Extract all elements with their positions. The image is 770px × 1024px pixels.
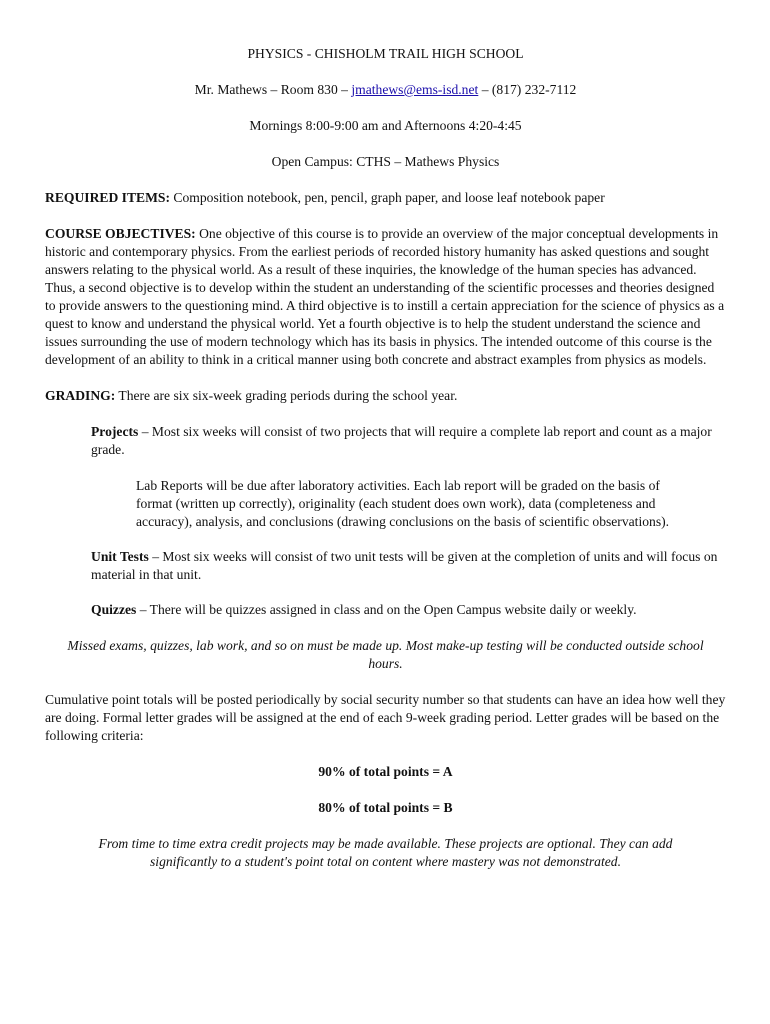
quizzes-paragraph [45,601,726,619]
grading-text: There are six six-week grading periods during the school year. [115,388,458,403]
contact-prefix: Mr. Mathews – Room 830 – [194,82,352,97]
projects-paragraph [45,423,726,459]
grading-label: GRADING: [45,388,116,403]
contact-line [45,81,726,99]
office-hours: Mornings 8:00-9:00 am and Afternoons 4:20-4:45 [249,118,522,133]
required-items-text: Composition notebook, pen, pencil, graph paper, and loose leaf notebook paper [170,190,605,205]
projects-text: – Most six weeks will consist of two projects that will require a complete lab report and count as a major grade. [91,424,712,457]
unit-tests-paragraph [45,548,726,584]
projects-label: Projects [91,424,139,439]
extra-credit-note: From time to time extra credit projects may be made available. These projects are optional. They can add significantly to a student's point total on content where mastery was not demonstrated. [98,836,673,869]
course-objectives-label: COURSE OBJECTIVES: [45,226,196,241]
contact-suffix: – (817) 232-7112 [478,82,577,97]
unit-tests-text: – Most six weeks will consist of two unit tests will be given at the completion of units and will focus on material in that unit. [91,549,718,582]
quizzes-label: Quizzes [91,602,137,617]
quizzes-text: – There will be quizzes assigned in class and on the Open Campus website daily or weekly. [136,602,637,617]
unit-tests-label: Unit Tests [91,549,149,564]
open-campus-line: Open Campus: CTHS – Mathews Physics [271,154,500,169]
criteria-a: 90% of total points = A [318,764,453,779]
email-link[interactable]: jmathews@ems-isd.net [351,82,479,97]
course-objectives-paragraph [45,225,726,369]
required-items-label: REQUIRED ITEMS: [45,190,171,205]
cumulative-points-paragraph: Cumulative point totals will be posted periodically by social security number so that students can have an idea how well they are doing. Formal letter grades will be assigned at the end of each 9-week grading period. Letter grades will be based on the following criteria: [45,692,726,743]
missed-work-note: Missed exams, quizzes, lab work, and so on must be made up. Most make-up testing will be conducted outside school hours. [67,638,704,671]
course-objectives-text: One objective of this course is to provide an overview of the major conceptual developments in historic and contemporary physics. From the earliest periods of recorded history humanity has asked questions and sought answers relating to the physical world. As a result of these inquiries, the knowledge of the human species has advanced. Thus, a second objective is to develop within the student an understanding of the scientific processes and theories designed to provide answers to the questioning mind. A third objective is to instill a certain appreciation for the science of physics as a quest to know and understand the physical world. Yet a fourth objective is to help the student understand the science and issues surrounding the use of modern technology which has its basis in physics. The intended outcome of this course is the development of an ability to think in a critical manner using both concrete and abstract examples from physics as models. [45,226,725,367]
required-items-paragraph [45,189,726,207]
document-title: PHYSICS - CHISHOLM TRAIL HIGH SCHOOL [247,46,524,61]
grading-paragraph [45,387,726,405]
criteria-b: 80% of total points = B [318,800,453,815]
lab-reports-paragraph: Lab Reports will be due after laboratory activities. Each lab report will be graded on the basis of format (written up correctly), originality (each student does own work), data (completeness and accuracy), analysis, and conclusions (drawing conclusions on the basis of scientific observations). [136,478,670,529]
